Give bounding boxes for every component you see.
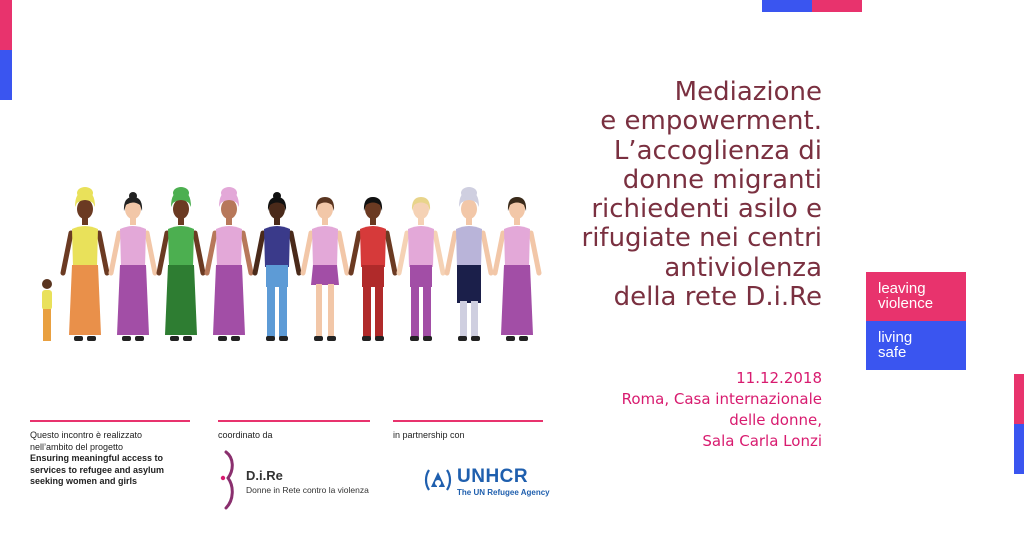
woman-head (221, 199, 237, 219)
title-line: rifugiate nei centri (581, 223, 822, 254)
woman-foot (183, 336, 192, 341)
coordinated-label: coordinato da (218, 430, 273, 440)
project-text: nell’ambito del progetto (30, 441, 124, 452)
footer-partnership (393, 420, 550, 516)
tagline-leaving-violence (866, 272, 966, 321)
woman-headwrap (173, 187, 189, 199)
woman-arm (99, 233, 107, 273)
title-line: L’accoglienza di (613, 135, 822, 166)
woman-leg (316, 284, 322, 337)
woman-skirt (69, 265, 101, 335)
woman-skirt (117, 265, 149, 335)
woman-arm (291, 233, 299, 273)
dire-logo-mark (220, 450, 242, 510)
woman-foot (327, 336, 336, 341)
tagline-boxes (866, 272, 966, 370)
woman-torso (216, 226, 242, 267)
child-legs (43, 309, 51, 341)
top-edge-blue-bar (762, 0, 812, 12)
woman-headwrap (221, 187, 237, 199)
top-edge-pink-bar (812, 0, 862, 12)
woman-foot (218, 336, 227, 341)
partnership-label: in partnership con (393, 430, 465, 440)
woman-foot (362, 336, 371, 341)
project-text: Questo incontro è realizzato (30, 430, 143, 440)
woman-foot (506, 336, 515, 341)
woman-head (173, 199, 189, 219)
title-line: donne migranti (622, 164, 822, 195)
title-line: della rete D.i.Re (613, 282, 822, 313)
woman-foot (87, 336, 96, 341)
woman-arm (195, 233, 203, 273)
woman-head (77, 199, 93, 219)
woman-skirt-top (362, 265, 384, 287)
tagline-living-safe (866, 321, 966, 370)
woman-foot (314, 336, 323, 341)
project-name: services to refugee and asylum (30, 464, 165, 475)
woman-foot (458, 336, 467, 341)
woman-skirt-top (266, 265, 288, 287)
woman-leg (279, 285, 287, 337)
event-place: Roma, Casa internazionale (621, 390, 822, 408)
event-title (402, 78, 822, 312)
title-line: Mediazione (674, 77, 822, 107)
woman-leg (363, 285, 371, 337)
woman-arm (255, 233, 263, 273)
tagline-text: safe (878, 344, 907, 361)
dire-logo (218, 450, 370, 520)
tagline-text: violence (878, 295, 934, 312)
woman-torso (312, 226, 338, 267)
event-date: 11.12.2018 (736, 369, 822, 387)
unhcr-logo-name: UNHCR (457, 465, 529, 487)
woman-arm (207, 233, 215, 273)
woman-foot (266, 336, 275, 341)
woman-torso (72, 226, 98, 267)
right-edge-blue-bar (1014, 424, 1024, 474)
child-head (42, 279, 52, 289)
event-place: delle donne, (729, 411, 822, 429)
woman-torso (360, 226, 386, 267)
woman-arm (387, 233, 395, 273)
unhcr-logo (393, 465, 550, 516)
dire-logo-name: D.i.Re (246, 467, 283, 483)
left-edge-blue-bar (0, 50, 12, 100)
project-name: Ensuring meaningful access to (30, 453, 164, 463)
footer-rule (30, 420, 190, 422)
woman-skirt (213, 265, 245, 335)
woman-leg (267, 285, 275, 337)
woman-arm (351, 233, 359, 273)
title-line: antiviolenza (664, 252, 822, 283)
woman-arm (243, 233, 251, 273)
woman-foot (375, 336, 384, 341)
footer-project (30, 420, 190, 488)
woman-arm (303, 233, 311, 273)
woman-foot (135, 336, 144, 341)
event-room: Sala Carla Lonzi (702, 432, 822, 450)
woman-arm (147, 233, 155, 273)
woman-foot (279, 336, 288, 341)
project-name: seeking women and girls (30, 476, 138, 486)
woman-hair-bun (129, 192, 137, 200)
woman-foot (519, 336, 528, 341)
woman-foot (231, 336, 240, 341)
woman-torso (120, 226, 146, 267)
woman-foot (410, 336, 419, 341)
footer-coordinated (218, 420, 370, 520)
title-line: richiedenti asilo e (591, 194, 822, 225)
unhcr-logo-subtitle: The UN Refugee Agency (457, 487, 550, 497)
event-details (522, 368, 822, 452)
woman-foot (74, 336, 83, 341)
woman-foot (471, 336, 480, 341)
woman-headwrap (77, 187, 93, 199)
woman-skirt (311, 265, 339, 285)
woman-skirt (165, 265, 197, 335)
woman-foot (423, 336, 432, 341)
woman-arm (339, 233, 347, 273)
footer-rule (218, 420, 370, 422)
footer-rule (393, 420, 543, 422)
tagline-text: living (878, 329, 913, 346)
unhcr-emblem-icon (421, 466, 455, 496)
woman-torso (168, 226, 194, 267)
tagline-text: leaving (878, 280, 926, 297)
woman-leg (328, 284, 334, 337)
woman-foot (170, 336, 179, 341)
woman-torso (264, 226, 290, 267)
woman-hair-bun (273, 192, 281, 200)
title-line: e empowerment. (600, 106, 822, 137)
woman-foot (122, 336, 131, 341)
left-edge-pink-bar (0, 0, 12, 50)
woman-arm (159, 233, 167, 273)
woman-arm (111, 233, 119, 273)
woman-arm (63, 233, 71, 273)
child-shirt (42, 290, 52, 310)
right-edge-pink-bar (1014, 374, 1024, 424)
woman-leg (375, 285, 383, 337)
dire-logo-subtitle: Donne in Rete contro la violenza (246, 484, 369, 495)
